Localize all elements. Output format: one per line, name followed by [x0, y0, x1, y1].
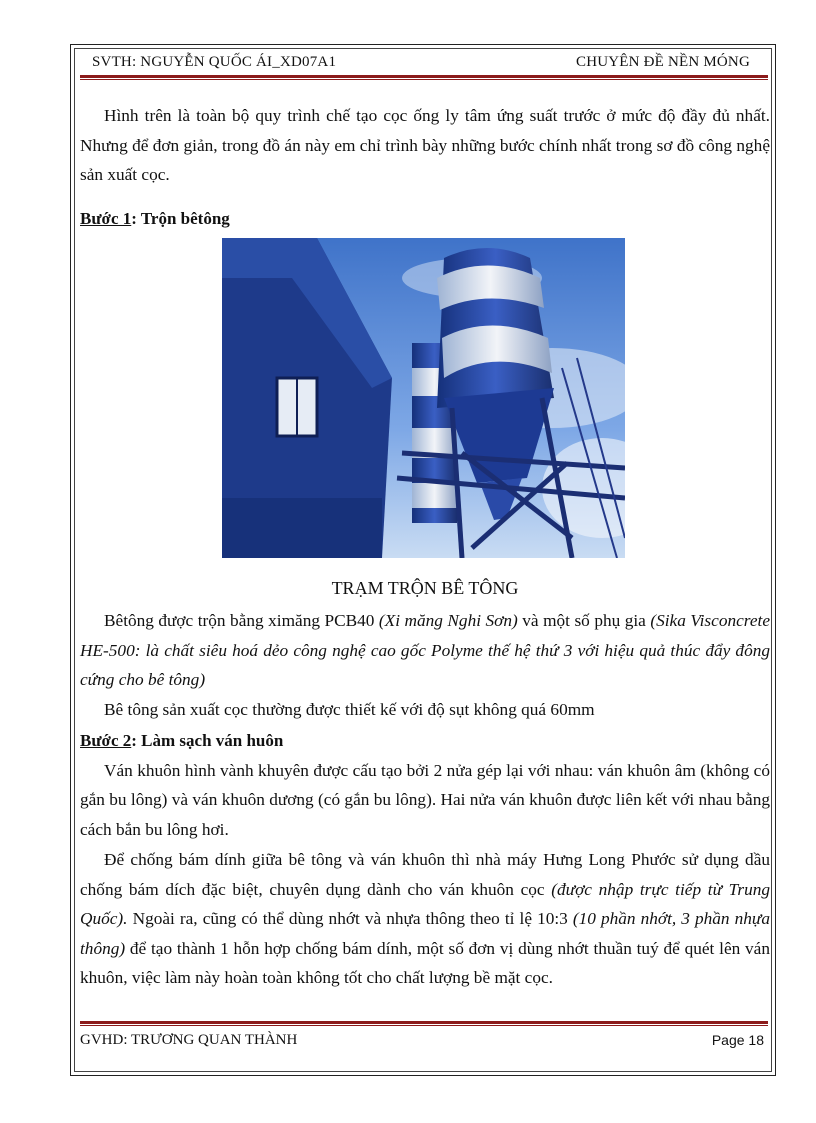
step2-title: : Làm sạch ván huôn	[131, 731, 284, 750]
intro-block	[80, 101, 770, 190]
intro-paragraph: Hình trên là toàn bộ quy trình chế tạo cọc ống ly tâm ứng suất trước ở mức độ đầy đủ nhất. Nhưng để đơn giản, trong đồ án này em chỉ trình bày những bước chính nhất trong sơ đồ công nghệ sản xuất cọc.	[80, 106, 770, 184]
formwork-paragraph: Ván khuôn hình vành khuyên được cấu tạo bởi 2 nửa gép lại với nhau: ván khuôn âm (không có gắn bu lông) và ván khuôn dương (có gắn bu lông). Hai nửa ván khuôn được liên kết với nhau bằng cách bắn bu lông hơi.	[80, 760, 770, 839]
step2-label: Bước 2	[80, 731, 132, 750]
release-paragraph	[80, 845, 770, 993]
release-text-3: để tạo thành 1 hỗn hợp chống bám dính, một số đơn vị dùng nhớt thuần tuý để quét lên ván khuôn, việc làm này hoàn toàn không tốt cho chất lượng bề mặt cọc.	[80, 938, 770, 987]
step2-block	[80, 726, 770, 844]
photo-caption: TRẠM TRỘN BÊ TÔNG	[331, 578, 519, 598]
concrete-paragraph	[80, 606, 770, 695]
footer-advisor: GVHD: TRƯƠNG QUAN THÀNH	[80, 1032, 298, 1048]
mixing-plant-photo	[222, 238, 625, 558]
footer-rule	[80, 1021, 768, 1026]
release-italic-2: (10 phần nhớt, 3 phần nhựa thông)	[80, 909, 770, 958]
page-number: Page 18	[711, 1032, 764, 1048]
step2-heading	[80, 726, 770, 756]
concrete-text-1: Bêtông được trộn bằng ximăng PCB40	[104, 611, 379, 630]
concrete-italic-2: (Sika Visconcrete HE-500: là chất siêu hoá dẻo công nghệ cao gốc Polyme thế hệ thứ 3 với hiệu quả thúc đẩy đông cứng cho bê tông)	[80, 611, 770, 689]
concrete-text-2: và một số phụ gia	[517, 611, 651, 630]
header-rule	[80, 75, 768, 80]
concrete-block	[80, 606, 770, 724]
release-text-1: Để chống bám dính giữa bê tông và ván khuôn thì nhà máy Hưng Long Phước sử dụng dầu chống bám dích đặc biệt, chuyên dụng dành cho ván khuôn cọc	[80, 850, 770, 899]
slump-paragraph: Bê tông sản xuất cọc thường được thiết kế với độ sụt không quá 60mm	[104, 699, 595, 719]
step1-heading	[80, 204, 770, 234]
release-text-2: Ngoài ra, cũng có thể dùng nhớt và nhựa thông theo tỉ lệ 10:3	[127, 909, 573, 928]
release-block	[80, 845, 770, 993]
step1-title: : Trộn bêtông	[131, 209, 230, 228]
mixing-plant-illustration	[222, 238, 625, 558]
header-topic: CHUYÊN ĐỀ NỀN MÓNG	[575, 54, 750, 70]
step1-block	[80, 204, 770, 234]
release-italic-1: (được nhập trực tiếp từ Trung Quốc).	[80, 879, 770, 928]
concrete-italic-1: (Xi măng Nghi Sơn)	[378, 611, 518, 630]
page-header	[80, 52, 766, 76]
header-student: SVTH: NGUYỄN QUỐC ÁI_XD07A1	[92, 54, 337, 70]
step1-label: Bước 1	[80, 209, 132, 228]
